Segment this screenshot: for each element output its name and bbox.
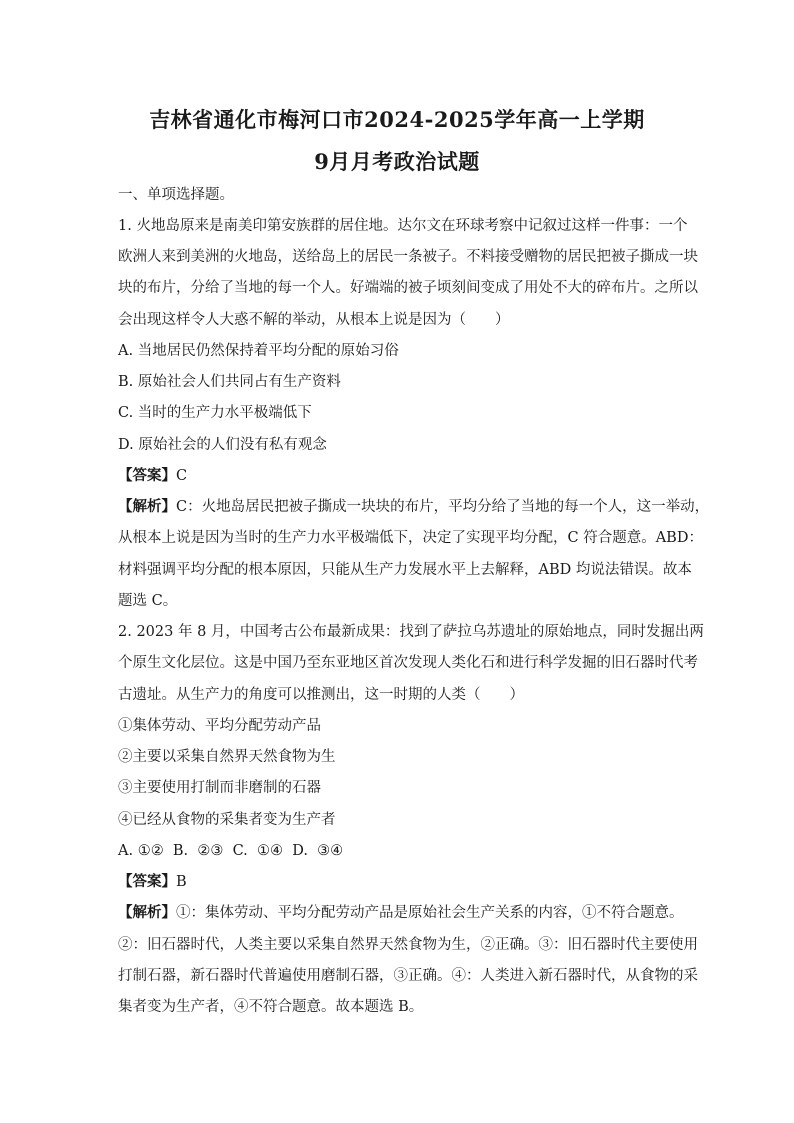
q2-statement-4: ④已经从食物的采集者变为生产者 xyxy=(118,812,336,828)
q1-answer xyxy=(118,466,683,486)
q1-stem-line-4: 会出现这样令人大惑不解的举动，从根本上说是因为（ ） xyxy=(118,312,510,328)
q1-analysis-line-3: 材料强调平均分配的根本原因，只能从生产力发展水平上去解释，ABD 均说法错误。故本 xyxy=(118,562,692,578)
q1-analysis-line-2: 从根本上说是因为当时的生产力水平极端低下，决定了实现平均分配，C 符合题意。ABD： xyxy=(118,530,703,546)
q2-statement-1: ①集体劳动、平均分配劳动产品 xyxy=(118,718,321,734)
q1-stem-line-3: 块的布片，分给了当地的每一个人。好端端的被子顷刻间变成了用处不大的碎布片。之所以 xyxy=(118,280,698,296)
doc-title-line-2: 9月月考政治试题 xyxy=(314,149,480,174)
q2-answer-label: 【答案】 xyxy=(118,873,176,890)
q1-option-a: A. 当地居民仍然保持着平均分配的原始习俗 xyxy=(118,343,399,359)
q1-stem-line-1: 1. 火地岛原来是南美印第安族群的居住地。达尔文在环球考察中记叙过这样一件事：一个 xyxy=(118,218,688,234)
q2-analysis-line-1 xyxy=(118,903,683,923)
q2-analysis-line-2: ②：旧石器时代，人类主要以采集自然界天然食物为生，②正确。③：旧石器时代主要使用 xyxy=(118,937,698,953)
q1-stem-line-2: 欧洲人来到美洲的火地岛，送给岛上的居民一条被子。不料接受赠物的居民把被子撕成一块 xyxy=(118,249,698,265)
q2-answer xyxy=(118,872,683,892)
q1-answer-value: C xyxy=(176,468,188,484)
q1-analysis-first: C：火地岛居民把被子撕成一块块的布片，平均分给了当地的每一个人，这一举动， xyxy=(176,499,710,515)
q1-analysis-line-4: 题选 C。 xyxy=(118,593,178,609)
q1-analysis-line-1 xyxy=(118,497,710,517)
q2-analysis-label: 【解析】 xyxy=(118,904,176,921)
q2-analysis-line-4: 集者变为生产者，④不符合题意。故本题选 B。 xyxy=(118,999,424,1015)
q2-stem-line-2: 个原生文化层位。这是中国乃至东亚地区首次发现人类化石和进行科学发掘的旧石器时代考 xyxy=(118,655,698,671)
q1-analysis-label: 【解析】 xyxy=(118,498,176,515)
q2-stem-line-1: 2. 2023 年 8 月，中国考古公布最新成果：找到了萨拉乌苏遗址的原始地点，同时发掘出两 xyxy=(118,624,704,640)
q2-statement-3: ③主要使用打制而非磨制的石器 xyxy=(118,780,321,796)
section-heading: 一、单项选择题。 xyxy=(118,187,234,203)
q2-stem-line-3: 古遗址。从生产力的角度可以推测出，这一时期的人类（ ） xyxy=(118,687,524,703)
q1-option-b: B. 原始社会人们共同占有生产资料 xyxy=(118,374,341,390)
q2-analysis-first: ①：集体劳动、平均分配劳动产品是原始社会生产关系的内容，①不符合题意。 xyxy=(176,905,684,921)
q2-answer-value: B xyxy=(176,874,187,890)
q2-analysis-line-3: 打制石器，新石器时代普遍使用磨制石器，③正确。④：人类进入新石器时代，从食物的采 xyxy=(118,968,698,984)
q2-statement-2: ②主要以采集自然界天然食物为生 xyxy=(118,749,336,765)
q1-option-d: D. 原始社会的人们没有私有观念 xyxy=(118,437,327,453)
q1-option-c: C. 当时的生产力水平极端低下 xyxy=(118,405,312,421)
doc-title-line-1: 吉林省通化市梅河口市2024-2025学年高一上学期 xyxy=(149,107,645,132)
q1-answer-label: 【答案】 xyxy=(118,467,176,484)
q2-choices: A. ①② B. ②③ C. ①④ D. ③④ xyxy=(118,843,344,859)
